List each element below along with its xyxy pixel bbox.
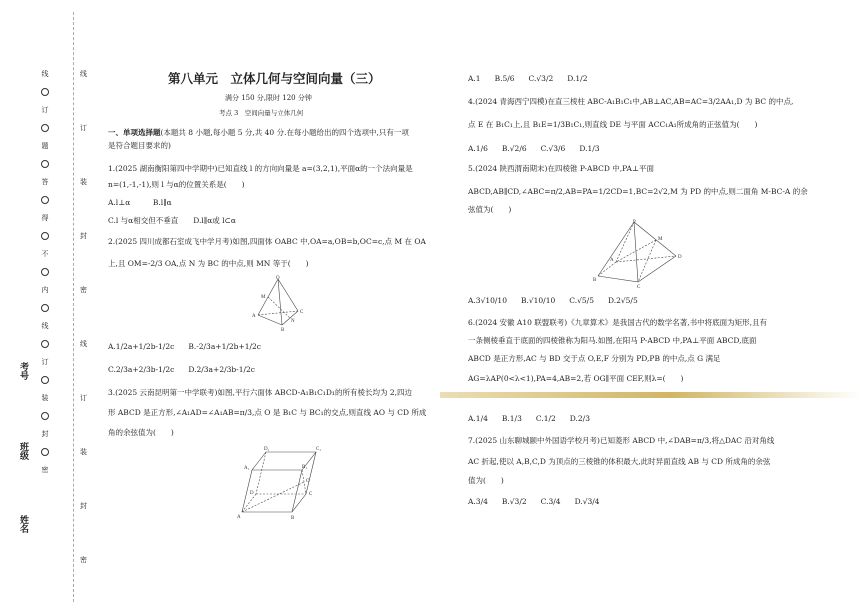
q4-stem: 4.(2024 青海西宁四模)在直三棱柱 ABC-A₁B₁C₁中,AB⊥AC,AB=AC=3/2AA₁,D 为 BC 的中点,	[468, 97, 794, 106]
q7-stem-2: AC 折起,使以 A,B,C,D 为顶点的三棱锥的体积最大,此时异面直线 AB 与 CD 所成角的余弦	[468, 457, 771, 466]
q5-options	[468, 296, 652, 306]
q7-option-d: D.√3/4	[574, 497, 600, 506]
q6-stem: 6.(2024 安徽 A10 联盟联考)《九章算术》是我国古代的数学名著,书中将底面为矩形,且有	[468, 318, 767, 327]
q1-stem-2: n=(1,-1,-1),则 l 与α的位置关系是( )	[108, 180, 245, 189]
q4-option-b: B.√2/6	[501, 144, 527, 153]
outer-seal-column	[80, 70, 87, 610]
q5-label-p: P	[633, 220, 636, 225]
seal-char: 装	[41, 394, 49, 402]
binding-hole-icon	[41, 88, 49, 96]
q2-tetrahedron-figure	[248, 275, 308, 335]
q7-option-b: B.√3/2	[501, 497, 527, 506]
seal-char: 封	[41, 430, 49, 438]
binding-hole-icon	[41, 376, 49, 384]
section-title: 一、单项选择题	[108, 128, 161, 137]
seal-char: 封	[80, 502, 87, 510]
q3-option-b: B.5/6	[494, 74, 515, 83]
binding-hole-icon	[41, 340, 49, 348]
exam-number-label: 考号	[18, 362, 28, 380]
q5-stem-3: 弦值为( )	[468, 205, 512, 214]
q3-label-c1: C₁	[316, 447, 322, 452]
binding-hole-icon	[41, 304, 49, 312]
seal-char: 密	[80, 286, 87, 294]
q2-label-a: A	[252, 314, 256, 319]
q3-option-d: D.1/2	[567, 74, 588, 83]
q1-options-2: C.l 与α相交但不垂直 D.l∥α或 l⊂α	[108, 216, 236, 225]
q3-parallelepiped-figure	[236, 442, 326, 520]
q5-option-c: C.√5/5	[569, 296, 594, 305]
q3-label-d: D	[250, 491, 254, 496]
seal-char: 封	[80, 232, 87, 240]
q3-label-d1: D₁	[264, 447, 270, 452]
q3-stem-2: 形 ABCD 是正方形,∠A₁AD=∠A₁AB=π/3,点 O 是 B₁C 与 BC₁的交点,则直线 AO 与 CD 所成	[108, 408, 427, 417]
q5-stem-2: ABCD,AB∥CD,∠ABC=π/2,AB=PA=1/2CD=1,BC=2√2,M 为 PD 的中点,则二面角 M-BC-A 的余	[468, 187, 808, 196]
q2-option-c: C.2/3a+2/3b-1/2c	[108, 365, 175, 374]
seal-char: 不	[41, 250, 49, 258]
seal-char: 密	[80, 556, 87, 564]
binding-hole-icon	[41, 124, 49, 132]
q4-option-a: A.1/6	[468, 144, 488, 153]
q4-option-c: C.√3/6	[540, 144, 566, 153]
seal-text-column	[41, 70, 49, 484]
section-heading	[108, 128, 409, 138]
score-line: 满分 150 分,限时 120 分钟	[225, 94, 312, 102]
class-label: 班级	[18, 442, 28, 460]
q2-stem-2: 上,且 OM=-2/3 OA,点 N 为 BC 的中点,则 MN 等于( )	[108, 259, 309, 268]
q5-label-d: D	[678, 255, 682, 260]
q5-label-b: B	[593, 278, 597, 283]
binding-hole-icon	[41, 448, 49, 456]
q2-stem: 2.(2025 四川成都石室成飞中学月考)如图,四面体 OABC 中,OA=a,OB=b,OC=c,点 M 在 OA	[108, 237, 426, 246]
q5-option-a: A.3√10/10	[468, 296, 507, 305]
q2-label-m: M	[261, 295, 266, 300]
q2-option-a: A.1/2a+1/2b-1/2c	[108, 342, 175, 351]
q2-label-b: B	[281, 328, 285, 333]
binding-hole-icon	[41, 412, 49, 420]
q3-label-c: C	[309, 492, 313, 497]
q6-stem-2: 一条侧棱垂直于底面的四棱锥称为阳马.如图,在阳马 P-ABCD 中,PA⊥平面 ABCD,底面	[468, 336, 757, 345]
seal-char: 内	[41, 286, 49, 294]
q7-stem: 7.(2025 山东聊城颐中外国语学校月考)已知菱形 ABCD 中,∠DAB=π/3,将△DAC 沿对角线	[468, 436, 775, 445]
q7-stem-3: 值为( )	[468, 476, 504, 485]
seal-char: 线	[80, 340, 87, 348]
q3-label-o: O	[306, 479, 310, 484]
q2-options-2	[108, 365, 269, 375]
q1-options-1: A.l⊥α B.l∥α	[108, 198, 172, 207]
seal-char: 订	[80, 124, 87, 132]
q3-label-b1: B₁	[302, 465, 308, 470]
q5-option-b: B.√10/10	[520, 296, 556, 305]
q4-option-d: D.1/3	[579, 144, 600, 153]
q3-label-b: B	[291, 516, 295, 520]
q3-option-a: A.1	[468, 74, 481, 83]
q7-option-c: C.3/4	[540, 497, 561, 506]
q6-option-a: A.1/4	[468, 414, 488, 423]
q6-option-b: B.1/3	[501, 414, 522, 423]
q3-stem-3: 角的余弦值为( )	[108, 428, 174, 437]
q3-options	[468, 74, 601, 84]
q5-option-d: D.2√5/5	[607, 296, 638, 305]
q2-options	[108, 342, 275, 352]
binding-fold-line	[73, 12, 74, 602]
seal-char: 订	[41, 358, 49, 366]
page-title: 第八单元 立体几何与空间向量（三）	[168, 71, 381, 86]
q1-stem: 1.(2025 湖南衡阳第四中学期中)已知直线 l 的方向向量是 a=(3,2,1),平面α的一个法向量是	[108, 164, 413, 173]
seal-char: 订	[41, 106, 49, 114]
q5-label-a: A	[610, 258, 614, 263]
seal-char: 密	[41, 466, 49, 474]
binding-hole-icon	[41, 232, 49, 240]
q3-option-c: C.√3/2	[528, 74, 554, 83]
name-label: 姓名	[18, 515, 28, 533]
q6-option-d: D.2/3	[569, 414, 590, 423]
q6-options	[468, 414, 604, 424]
q6-option-c: C.1/2	[535, 414, 556, 423]
seal-char: 订	[80, 394, 87, 402]
seal-char: 得	[41, 214, 49, 222]
q5-stem: 5.(2024 陕西渭南期末)在四棱锥 P-ABCD 中,PA⊥平面	[468, 164, 654, 173]
page-divider-band	[440, 392, 860, 398]
section-description-2: 是符合题目要求的)	[108, 141, 171, 150]
q6-stem-3: ABCD 是正方形,AC 与 BD 交于点 O,E,F 分别为 PD,PB 的中点,点 G 满足	[468, 354, 721, 363]
q3-label-a1: A₁	[244, 466, 250, 471]
binding-hole-icon	[41, 268, 49, 276]
seal-char: 题	[41, 142, 49, 150]
q2-option-b: B.-2/3a+1/2b+1/2c	[188, 342, 261, 351]
q2-label-n: N	[291, 319, 295, 324]
binding-hole-icon	[41, 196, 49, 204]
seal-char: 装	[80, 178, 87, 186]
q5-label-c: C	[637, 285, 641, 290]
seal-char: 线	[41, 70, 49, 78]
binding-hole-icon	[41, 160, 49, 168]
seal-char: 线	[41, 322, 49, 330]
q2-option-d: D.2/3a+2/3b-1/2c	[188, 365, 255, 374]
q4-options	[468, 144, 614, 154]
q5-pyramid-figure	[590, 218, 686, 290]
section-description: (本题共 8 小题,每小题 5 分,共 40 分.在每小题给出的四个选项中,只有一项	[160, 128, 409, 137]
q7-options	[468, 497, 614, 507]
q3-stem: 3.(2025 云南昆明第一中学联考)如图,平行六面体 ABCD-A₁B₁C₁D₁的所有棱长均为 2,四边	[108, 388, 412, 397]
q2-label-o: O	[276, 276, 280, 281]
topic-line: 考点 3 空间向量与立体几何	[219, 109, 304, 117]
seal-char: 线	[80, 70, 87, 78]
q5-label-m: M	[658, 237, 663, 242]
q7-option-a: A.3/4	[468, 497, 488, 506]
q3-label-a: A	[237, 515, 241, 520]
q4-stem-2: 点 E 在 B₁C₁上,且 B₁E=1/3B₁C₁,则直线 DE 与平面 ACC₁A₁所成角的正弦值为( )	[468, 120, 758, 129]
q6-stem-4: AG=λAP(0<λ<1),PA=4,AB=2,若 OG∥平面 CEF,则λ=( )	[468, 374, 684, 383]
q2-label-c: C	[300, 310, 304, 315]
seal-char: 答	[41, 178, 49, 186]
seal-char: 装	[80, 448, 87, 456]
